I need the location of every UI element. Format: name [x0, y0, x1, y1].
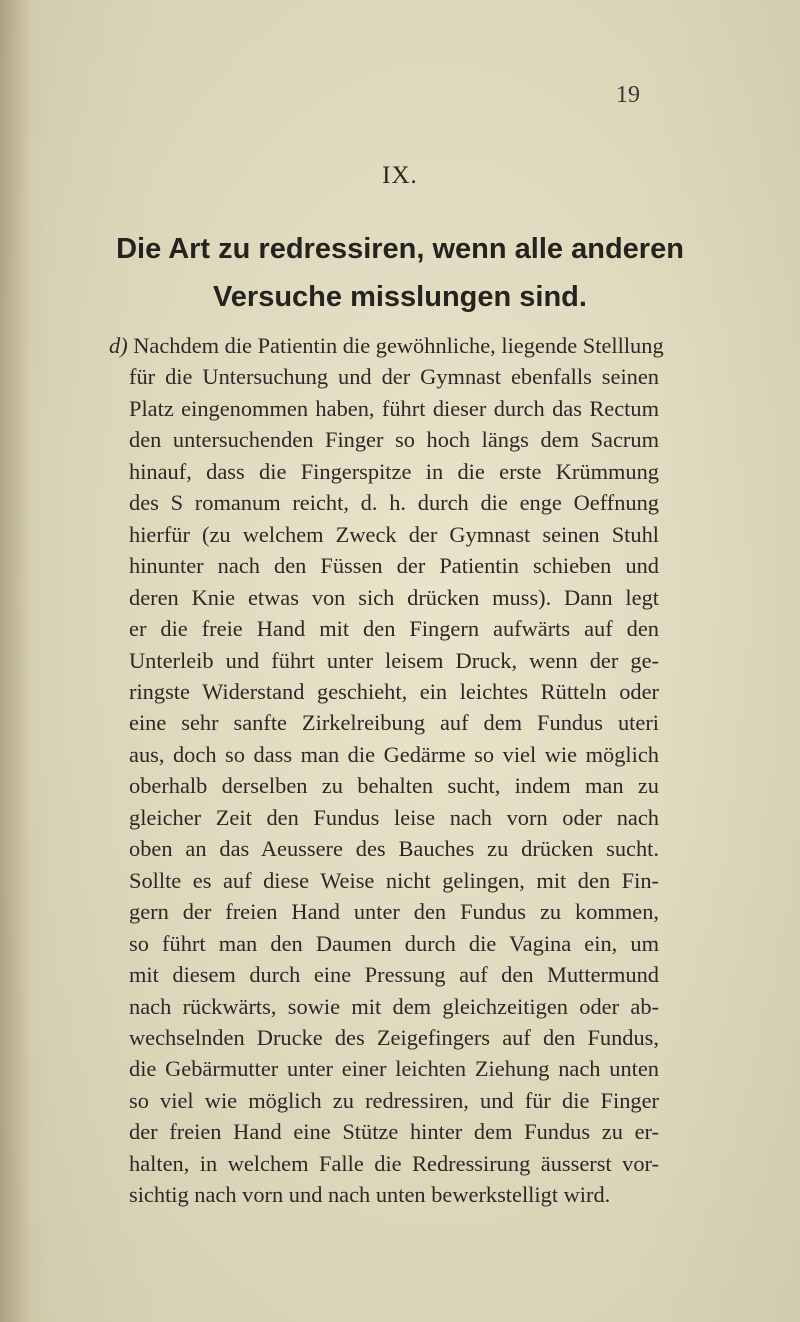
body-line: für die Untersuchung und der Gymnast ebenfalls seinen: [129, 364, 659, 390]
body-line: oben an das Aeussere des Bauches zu drücken sucht.: [129, 836, 659, 862]
body-line: den untersuchenden Finger so hoch längs dem Sacrum: [129, 427, 659, 453]
body-line: deren Knie etwas von sich drücken muss). Dann legt: [129, 584, 659, 610]
page-number: 19: [616, 82, 640, 108]
chapter-title: [0, 225, 800, 321]
body-line: mit diesem durch eine Pressung auf den Muttermund: [129, 962, 659, 988]
body-line: aus, doch so dass man die Gedärme so viel wie möglich: [129, 741, 659, 767]
chapter-title-line: Die Art zu redressiren, wenn alle anderen: [116, 233, 684, 265]
body-line: hinauf, dass die Fingerspitze in die erste Krümmung: [129, 458, 659, 484]
body-text: [109, 330, 664, 1211]
binding-shadow: [0, 0, 30, 1322]
section-marker: d): [109, 333, 128, 358]
body-line: er die freie Hand mit den Fingern aufwärts auf den: [129, 616, 659, 642]
body-line: die Gebärmutter unter einer leichten Ziehung nach unten: [129, 1056, 659, 1082]
body-line: eine sehr sanfte Zirkelreibung auf dem Fundus uteri: [129, 710, 659, 736]
body-line: hierfür (zu welchem Zweck der Gymnast seinen Stuhl: [129, 521, 659, 547]
body-line: Sollte es auf diese Weise nicht gelingen, mit den Fin-: [129, 867, 659, 893]
body-line: Platz eingenommen haben, führt dieser durch das Rectum: [129, 395, 659, 421]
body-line: gleicher Zeit den Fundus leise nach vorn oder nach: [129, 804, 659, 830]
body-line: Unterleib und führt unter leisem Druck, wenn der ge-: [129, 647, 659, 673]
body-line: oberhalb derselben zu behalten sucht, indem man zu: [129, 773, 659, 799]
chapter-number: IX.: [382, 162, 418, 189]
body-line: der freien Hand eine Stütze hinter dem Fundus zu er-: [129, 1119, 659, 1145]
body-line: so viel wie möglich zu redressiren, und für die Finger: [129, 1087, 659, 1113]
body-line: nach rückwärts, sowie mit dem gleichzeitigen oder ab-: [129, 993, 659, 1019]
body-line: d) Nachdem die Patientin die gewöhnliche, liegende Stelllung: [109, 333, 664, 358]
body-line: ringste Widerstand geschieht, ein leichtes Rütteln oder: [129, 678, 659, 704]
chapter-title-line: Versuche misslungen sind.: [213, 281, 587, 313]
body-line: hinunter nach den Füssen der Patientin schieben und: [129, 553, 659, 579]
body-line: des S romanum reicht, d. h. durch die enge Oeffnung: [129, 490, 659, 516]
body-line: gern der freien Hand unter den Fundus zu kommen,: [129, 899, 659, 925]
body-line: so führt man den Daumen durch die Vagina ein, um: [129, 930, 659, 956]
body-line: wechselnden Drucke des Zeigefingers auf den Fundus,: [129, 1024, 659, 1050]
body-line: halten, in welchem Falle die Redressirung äusserst vor-: [129, 1150, 659, 1176]
body-line: sichtig nach vorn und nach unten bewerkstelligt wird.: [129, 1182, 611, 1208]
